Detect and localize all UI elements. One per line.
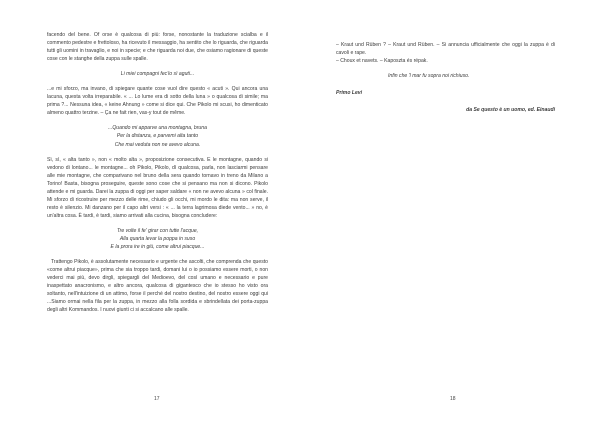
verse-line: Per la distanza, e parvemi alta tanto: [116, 133, 199, 140]
verse-line: ...Quando mi apparve una montagna, bruna: [108, 125, 207, 132]
verse-line: Che mai veduta non ne avevo alcuna.: [114, 141, 201, 148]
verse-quote: [47, 124, 268, 148]
verse-line: Alla quarta levar la poppa in suso: [119, 235, 196, 242]
verse-quote: [47, 70, 268, 78]
author-name: Primo Levi: [336, 90, 363, 97]
paragraph: – Kraut und Rüben ? – Kraut und Rüben. – Si annuncia ufficialmente che oggi la zuppa è di cavoli e rape.: [336, 42, 555, 57]
right-page: [300, 0, 600, 424]
left-page-text: [47, 31, 268, 314]
source-citation: da Se questo è un uomo, ed. Einaudi: [466, 107, 555, 114]
closing-verse: Infin che 'l mar fu sopra noi richiuso.: [388, 73, 470, 80]
paragraph: – Choux et navets. – Kaposzta és répak.: [336, 58, 428, 65]
verse-line: Tre volte il fe' girar con tutte l'acque,: [116, 227, 199, 234]
paragraph: Trattengo Pikolo, è assolutamente necessario e urgente che ascolti, che comprenda che questo «come altrui piacque», prima che sia troppo tardi, domani lui o io possiamo essere morti, o non vederci mai più, devo dirgli, spiegargli del Medioevo, del così umano e necessario e pure inaspettato anacronismo, e altro ancora, qualcosa di gigantesco che io stesso ho visto ora soltanto, nell'intuizione di un attimo, forse il perché del nostro destino, del nostro essere oggi qui ...Siamo ormai nella fila per la zuppa, in mezzo alla folla sordida e sbrindellata dei porta-zuppa degli altri Kommandos. I nuovi giunti ci si accalcano alle spalle.: [47, 259, 268, 314]
page-number: 18: [450, 396, 456, 402]
page-number: 17: [154, 396, 160, 402]
paragraph: Sì, sì, « alta tanto », non « molto alta », proposizione consecutiva. E le montagne, quando si vedono di lontano... le montagne... oh Pikolo, Pikolo, dì qualcosa, parla, non lasciarmi pensare alle mie montagne, che comparivano nel bruno della sera quando tornavo in treno da Milano a Torino! Basta, bisogna proseguire, queste sono cose che si pensano ma non si dicono. Pikolo attende e mi guarda. Darei la zuppa di oggi per saper saldare « non ne avevo alcuna » col finale. Mi sforzo di ricostruire per mezzo delle rime, chiudo gli occhi, mi mordo le dita: ma non serve, il resto è silenzio. Mi danzano per il capo altri versi : « ... la terra lagrimosa diede vento... » no, è un'altra cosa. È tardi, è tardi, siamo arrivati alla cucina, bisogna concludere:: [47, 156, 268, 219]
verse-line: Li miei compagni fec'io sì aguti...: [120, 71, 195, 78]
right-page-text: [336, 41, 555, 114]
paragraph: facendo del bene. Of orse è qualcosa di più: forse, nonostante la traduzione scialba e il commento pedestre e frettoloso, ha ricevuto il messaggio, ha sentito che lo riguarda, che riguarda tutti gli uomini in travaglio, e noi in specie; e che riguarda noi due, che osiamo ragionare di queste cose con le stanghe della zuppa sulle spalle.: [47, 32, 268, 63]
verse-line: E la prora ire in giù, come altrui piacque...: [110, 244, 205, 251]
verse-quote: [47, 227, 268, 251]
paragraph: ...e mi sforzo, ma invano, di spiegare quante cose vuol dire questo « acuti ». Qui ancora una lacuna, questa volta irreparabile. « ... Lo lume era di sotto della luna » o qualcosa di simile; ma prima ?... Nessuna idea, « keine Ahnung » come si dice qui. Che Pikolo mi scusi, ho dimenticato almeno quattro terzine. – Ça ne fait rien, vas-y tout de même.: [47, 86, 268, 117]
